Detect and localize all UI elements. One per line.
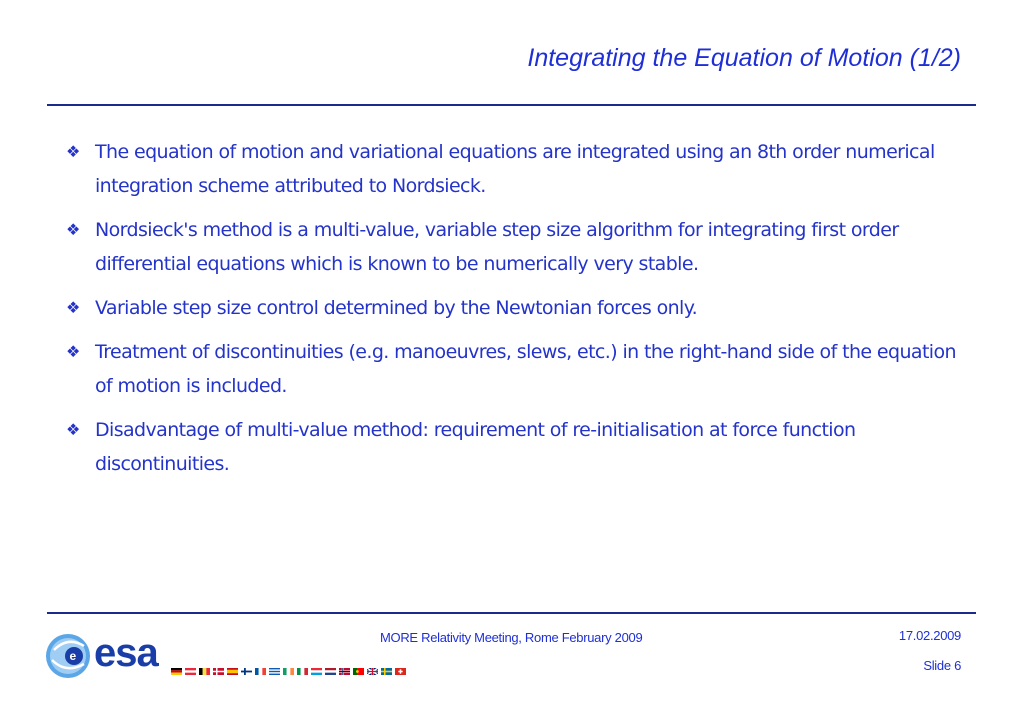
- bullet-item: [66, 335, 966, 403]
- bullet-text: Disadvantage of multi-value method: requirement of re-initialisation at force function discontinuities.: [95, 419, 856, 475]
- flag-france-icon: [255, 668, 266, 675]
- footer-divider: [47, 612, 976, 614]
- diamond-bullet-icon: ❖: [66, 142, 80, 161]
- flag-sweden-icon: [381, 668, 392, 675]
- flag-luxembourg-icon: [311, 668, 322, 675]
- flag-austria-icon: [185, 668, 196, 675]
- flag-germany-icon: [171, 668, 182, 675]
- flag-uk-icon: [367, 668, 378, 675]
- flag-denmark-icon: [213, 668, 224, 675]
- bullet-item: [66, 291, 966, 325]
- bullet-item: [66, 213, 966, 281]
- diamond-bullet-icon: ❖: [66, 298, 80, 317]
- title-divider: [47, 104, 976, 106]
- flag-switzerland-icon: [395, 668, 406, 675]
- bullet-text: Treatment of discontinuities (e.g. manoeuvres, slews, etc.) in the right-hand side of the equation of motion is included.: [95, 341, 956, 397]
- slide-date: 17.02.2009: [898, 628, 961, 643]
- flag-belgium-icon: [199, 668, 210, 675]
- bullet-text: Variable step size control determined by the Newtonian forces only.: [95, 297, 698, 319]
- bullet-list: [66, 135, 966, 491]
- bullet-text: The equation of motion and variational equations are integrated using an 8th order numerical integration scheme attributed to Nordsieck.: [95, 141, 935, 197]
- flag-norway-icon: [339, 668, 350, 675]
- slide-title: Integrating the Equation of Motion (1/2): [527, 44, 961, 72]
- bullet-item: [66, 413, 966, 481]
- bullet-text: Nordsieck's method is a multi-value, variable step size algorithm for integrating first order differential equations which is known to be numerically very stable.: [95, 219, 899, 275]
- flag-ireland-icon: [283, 668, 294, 675]
- diamond-bullet-icon: ❖: [66, 220, 80, 239]
- slide-number: Slide 6: [923, 658, 961, 673]
- esa-logo-text: esa: [94, 631, 158, 675]
- flag-italy-icon: [297, 668, 308, 675]
- meeting-name: MORE Relativity Meeting, Rome February 2009: [380, 630, 643, 645]
- flag-spain-icon: [227, 668, 238, 675]
- diamond-bullet-icon: ❖: [66, 420, 80, 439]
- svg-text:e: e: [69, 649, 77, 663]
- flag-portugal-icon: [353, 668, 364, 675]
- member-flags: [171, 668, 406, 678]
- flag-finland-icon: [241, 668, 252, 675]
- flag-greece-icon: [269, 668, 280, 675]
- bullet-item: [66, 135, 966, 203]
- flag-netherlands-icon: [325, 668, 336, 675]
- diamond-bullet-icon: ❖: [66, 342, 80, 361]
